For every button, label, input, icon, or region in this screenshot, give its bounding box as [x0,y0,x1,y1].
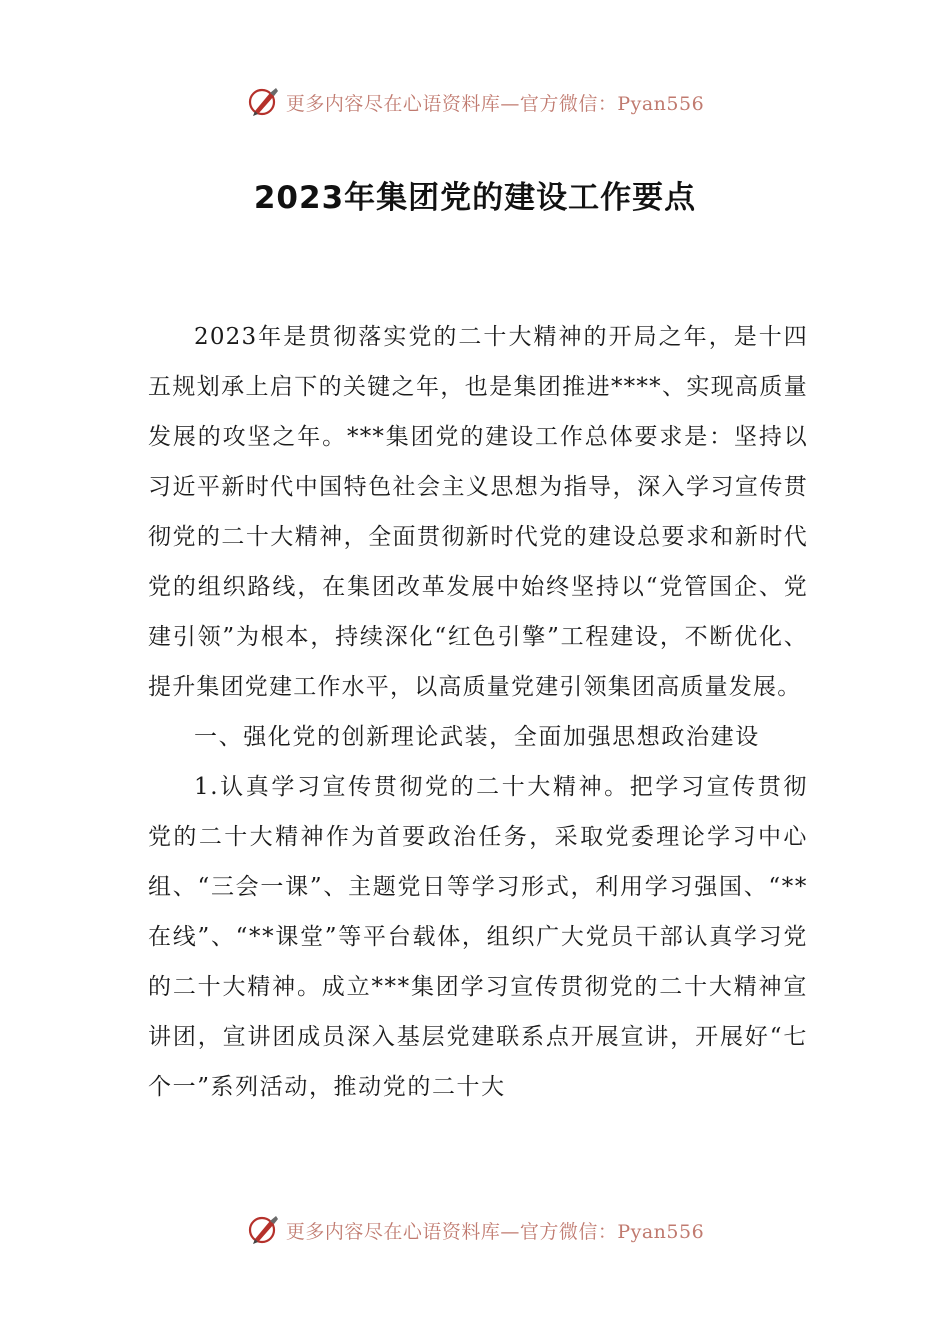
document-title: 2023年集团党的建设工作要点 [253,180,697,216]
header-watermark [0,82,950,122]
pen-quill-logo-icon [246,1212,282,1248]
footer-watermark [0,1210,950,1250]
item-paragraph-1: 1.认真学习宣传贯彻党的二十大精神。把学习宣传贯彻党的二十大精神作为首要政治任务，采取党委理论学习中心组、“三会一课”、主题党日等学习形式，利用学习强国、“**在线”、“**课堂”等平台载体，组织广大党员干部认真学习党的二十大精神。成立***集团学习宣传贯彻党的二十大精神宣讲团，宣讲团成员深入基层党建联系点开展宣讲，开展好“七个一”系列活动，推动党的二十大 [148,774,808,1100]
header-watermark-text: 更多内容尽在心语资料库—官方微信：Pyan556 [285,92,705,115]
document-body [148,312,808,1112]
intro-paragraph: 2023年是贯彻落实党的二十大精神的开局之年，是十四五规划承上启下的关键之年，也是集团推进****、实现高质量发展的攻坚之年。***集团党的建设工作总体要求是：坚持以习近平新时代中国特色社会主义思想为指导，深入学习宣传贯彻党的二十大精神，全面贯彻新时代党的建设总要求和新时代党的组织路线，在集团改革发展中始终坚持以“党管国企、党建引领”为根本，持续深化“红色引擎”工程建设，不断优化、提升集团党建工作水平，以高质量党建引领集团高质量发展。 [148,324,808,700]
pen-quill-logo-icon [246,84,282,120]
footer-watermark-text: 更多内容尽在心语资料库—官方微信：Pyan556 [285,1220,705,1243]
section-heading-1: 一、强化党的创新理论武装，全面加强思想政治建设 [194,724,760,750]
